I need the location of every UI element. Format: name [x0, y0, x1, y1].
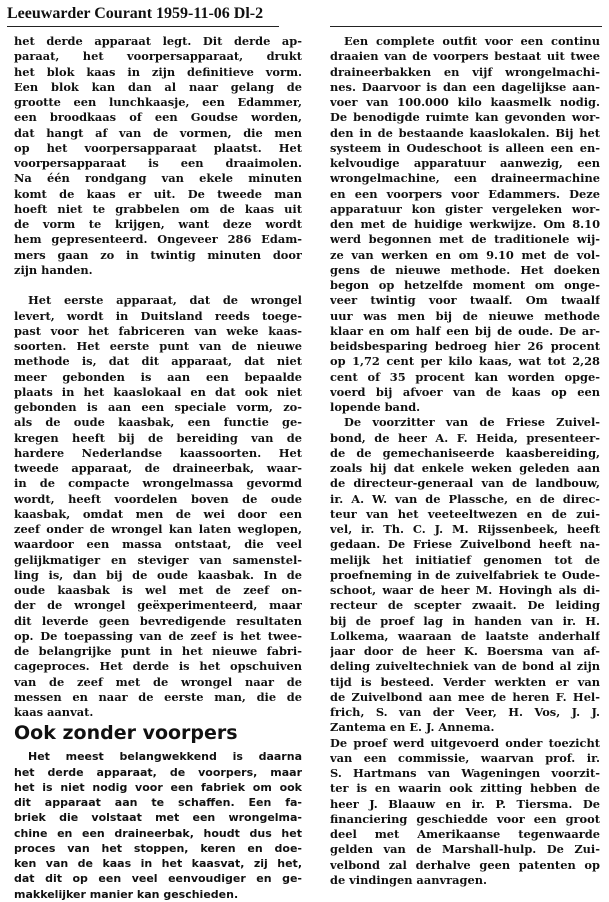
text-line: Een blok kan dan al naar gelang de [14, 79, 302, 94]
text-line: chine en een draineerbak, houdt dus het [14, 826, 302, 840]
text-line: teur van het veeteeltwezen en de zui- [330, 506, 600, 521]
text-line: den in de bestaande kaaslokalen. Bij het [330, 125, 600, 140]
text-line: uur was men bij de nieuwe methode [330, 308, 600, 323]
text-line: den met de huidige werkwijze. Om 8.10 [330, 217, 600, 231]
text-line: de de gemechaniseerde kaasbereiding, [330, 445, 600, 460]
text-line: paraat, het voorpersapparaat, drukt [14, 49, 302, 64]
text-line: kaasbak, omdat men de wei door een [14, 506, 302, 521]
text-line: voerd bij afvoer van de kaas op een [330, 384, 600, 399]
right-paragraph-2 [330, 415, 600, 735]
text-line: proefneming in de zuivelfabriek te Oude- [330, 567, 600, 582]
text-line: makkelijker manier kan geschieden. [14, 887, 239, 901]
text-line: proces van het stoppen, keren en doe- [14, 841, 302, 855]
right-paragraph-1 [330, 34, 600, 415]
text-line: het derde apparaat, de voorpers, maar [14, 765, 302, 779]
text-line: de belangrijke punt in het nieuwe fabri- [14, 644, 302, 658]
text-line: financiering geschiedde voor een groot [330, 811, 600, 826]
paragraph-gap [14, 278, 302, 293]
clipping-header: Leeuwarder Courant 1959-11-06 Dl-2 [7, 5, 264, 22]
text-line: meer gebonden is aan een bepaalde [14, 369, 302, 384]
text-line: wordt, heeft voordelen boven de oude [14, 491, 302, 506]
text-line: levert, wordt in Duitsland reeds toege- [14, 308, 302, 323]
text-line: klaar en om half een bij de oude. De ar- [330, 323, 600, 338]
text-line: De benodigde ruimte kan gevonden wor- [330, 110, 600, 125]
text-line: de vorm te krijgen, want deze wordt [14, 217, 302, 231]
text-line: ling is, dan bij de oude kaasbak. In de [14, 567, 302, 582]
text-line: plaats in het kaaslokaal en dat ook niet [14, 384, 302, 399]
text-line: gelijkmatiger en steviger van samenstel- [14, 552, 302, 567]
text-line: apparatuur kon gister vergeleken wor- [330, 201, 600, 216]
text-line: werd begonnen met de traditionele wij- [330, 232, 600, 247]
text-line: beidsbesparing bedroeg hier 26 procent [330, 339, 600, 353]
text-line: methode is, dat dit apparaat, dat niet [14, 354, 302, 369]
text-line: Lolkema, waaraan de laatste anderhalf [330, 628, 600, 643]
text-line: veer twintig voor twaalf. Om twaalf [330, 293, 600, 308]
text-line: draineerbakken en vijf wrongelmachi- [330, 64, 600, 79]
text-line: in de compacte wrongelmassa gevormd [14, 476, 302, 491]
text-line: draaien van de voorpers bestaat uit twee [330, 49, 600, 64]
text-line: gebonden is aan een speciale vorm, zo- [14, 400, 302, 414]
text-line: op. De toepassing van de zeef is het twee- [14, 628, 302, 643]
text-line: soorten. Het eerste punt van de nieuwe [14, 339, 302, 353]
text-line: ken van de kaas in het kaasvat, zij het, [14, 857, 302, 870]
right-column [330, 34, 600, 888]
text-line: melijk het initiatief genomen tot de [330, 552, 600, 567]
text-line: kregen heeft bij de bereiding van de [14, 430, 302, 445]
text-line: kaas aanvat. [14, 705, 94, 719]
text-line: cageproces. Het derde is het opschuiven [14, 659, 302, 674]
text-line: op het voorpersapparaat plaatst. Het [14, 140, 302, 155]
header-rule-left [7, 26, 279, 27]
text-line: lopende band. [330, 400, 421, 414]
text-line: recteur de scepter zwaait. De leiding [330, 598, 600, 613]
text-line: gedaan. De Friese Zuivelbond heeft na- [330, 537, 600, 552]
text-line: dat dit op een veel eenvoudiger en ge- [14, 872, 302, 886]
text-line: hem gepresenteerd. Ongeveer 286 Edam- [14, 232, 302, 247]
text-line: cent of 35 procent kan worden opge- [330, 369, 600, 384]
left-paragraph-1 [14, 34, 302, 278]
text-line: hardere Nederlandse kaassoorten. Het [14, 445, 302, 460]
text-line: deel met Amerikaanse tegenwaarde [330, 827, 600, 841]
text-line: zijn handen. [14, 262, 93, 277]
text-line: heer J. Blaauw en ir. P. Tiersma. De [330, 796, 600, 811]
text-line: tweede apparaat, de draineerbak, waar- [14, 461, 302, 475]
text-line: dat hangt af van de vormen, die men [14, 125, 302, 140]
text-line: schoot, waar de heer M. Hovingh als di- [330, 583, 600, 597]
text-line: het is niet nodig voor een fabriek om ook [14, 780, 302, 794]
text-line: een broodkaas of een Goudse worden, [14, 110, 302, 125]
right-paragraph-3 [330, 736, 600, 889]
text-line: zeef onder de wrongel kan laten weglopen, [14, 522, 302, 536]
left-column [14, 34, 302, 902]
text-line: nes. Daarvoor is dan een dagelijkse aan- [330, 79, 600, 94]
text-line: Na één rondgang van ekele minuten [14, 171, 302, 186]
text-line: frich, S. van der Veer, H. Vos, J. J. [330, 705, 600, 719]
text-line: Een complete outfit voor een continu [344, 34, 600, 48]
text-line: velbond zal derhalve geen patenten op [330, 857, 600, 872]
text-line: als de oude kaasbak, een functie ge- [14, 415, 302, 430]
text-line: ze van werken en om 9.10 met de vol- [330, 247, 600, 262]
text-line: S. Hartmans van Wageningen voorzit- [330, 766, 600, 780]
text-line: grootte een lunchkaasje, een Edammer, [14, 95, 302, 109]
text-line: De voorzitter van de Friese Zuivel- [344, 415, 600, 430]
left-paragraph-2 [14, 293, 302, 720]
text-line: ter is en waarin ook zitting hebben de [330, 781, 600, 796]
text-line: messen en naar de eerste man, die de [14, 689, 302, 704]
text-line: het derde apparaat legt. Dit derde ap- [14, 34, 302, 48]
text-line: der de wrongel geëxperimenteerd, maar [14, 598, 302, 613]
text-line: gelden van de Marshall-hulp. De Zui- [330, 842, 600, 857]
text-line: voorpersapparaat is een draaimolen. [14, 156, 302, 170]
text-line: komt de kaas er uit. De tweede man [14, 186, 302, 201]
text-line: briek die volstaat met een wrongelma- [14, 811, 302, 825]
text-line: Het meest belangwekkend is daarna [28, 750, 302, 764]
text-line: dit leverde geen bevredigende resultaten [14, 613, 302, 628]
text-line: het blok kaas in zijn definitieve vorm. [14, 64, 302, 79]
text-line: De proef werd uitgevoerd onder toezicht [330, 735, 600, 750]
text-line: tijd is besteed. Verder werkten er van [330, 674, 600, 689]
text-line: voer van 100.000 kilo kaasmelk nodig. [330, 95, 600, 109]
text-line: waardoor een massa ontstaat, die veel [14, 537, 302, 552]
text-line: op 1,72 cent per kilo kaas, wat tot 2,28 [330, 354, 600, 369]
text-line: systeem in Oudeschoot is alleen een en- [330, 140, 600, 155]
text-line: bond, de heer A. F. Heida, presenteer- [330, 430, 600, 445]
text-line: past voor het fabriceren van weke kaas- [14, 323, 302, 338]
text-line: de Zuivelbond aan mee de heren F. Hel- [330, 689, 600, 704]
left-paragraph-3 [14, 749, 302, 902]
text-line: ir. A. W. van de Plassche, en de direc- [330, 491, 600, 506]
text-line: gens de nieuwe methode. Het doeken [330, 262, 600, 277]
text-line: dit apparaat aan te schaffen. Een fa- [14, 796, 302, 809]
text-line: zoals hij dat enkele weken geleden aan [330, 461, 600, 475]
text-line: wrongelmachine, een draineermachine [330, 171, 600, 186]
text-line: de directeur-generaal van de landbouw, [330, 476, 600, 491]
text-line: oude kaasbak is wel met de zeef on- [14, 583, 302, 597]
text-line: begon op hetzelfde moment om onge- [330, 278, 600, 292]
text-line: van een commissie, waarvan prof. ir. [330, 750, 600, 765]
text-line: Zantema en E. J. Annema. [330, 720, 495, 735]
text-line: van de zeef met de wrongel naar de [14, 674, 302, 689]
text-line: hoeft niet te grabbelen om de kaas uit [14, 201, 302, 216]
text-line: Het eerste apparaat, dat de wrongel [28, 293, 302, 308]
header-rule-right [330, 26, 602, 27]
text-line: bij de proef lag in handen van ir. H. [330, 613, 600, 628]
text-line: deling zuiveltechniek van de bond al zijn [330, 659, 600, 674]
text-line: mers gaan zo in twintig minuten door [14, 247, 302, 262]
text-line: en een voorpers voor Edammers. Deze [330, 186, 600, 201]
text-line: jaar door de heer K. Boersma van af- [330, 644, 600, 658]
text-line: de vindingen aanvragen. [330, 872, 487, 887]
text-line: kelvoudige apparatuur aanwezig, een [330, 156, 600, 170]
text-line: vel, ir. Th. C. J. M. Rijssenbeek, heeft [330, 522, 600, 536]
section-subheading: Ook zonder voorpers [14, 722, 238, 745]
